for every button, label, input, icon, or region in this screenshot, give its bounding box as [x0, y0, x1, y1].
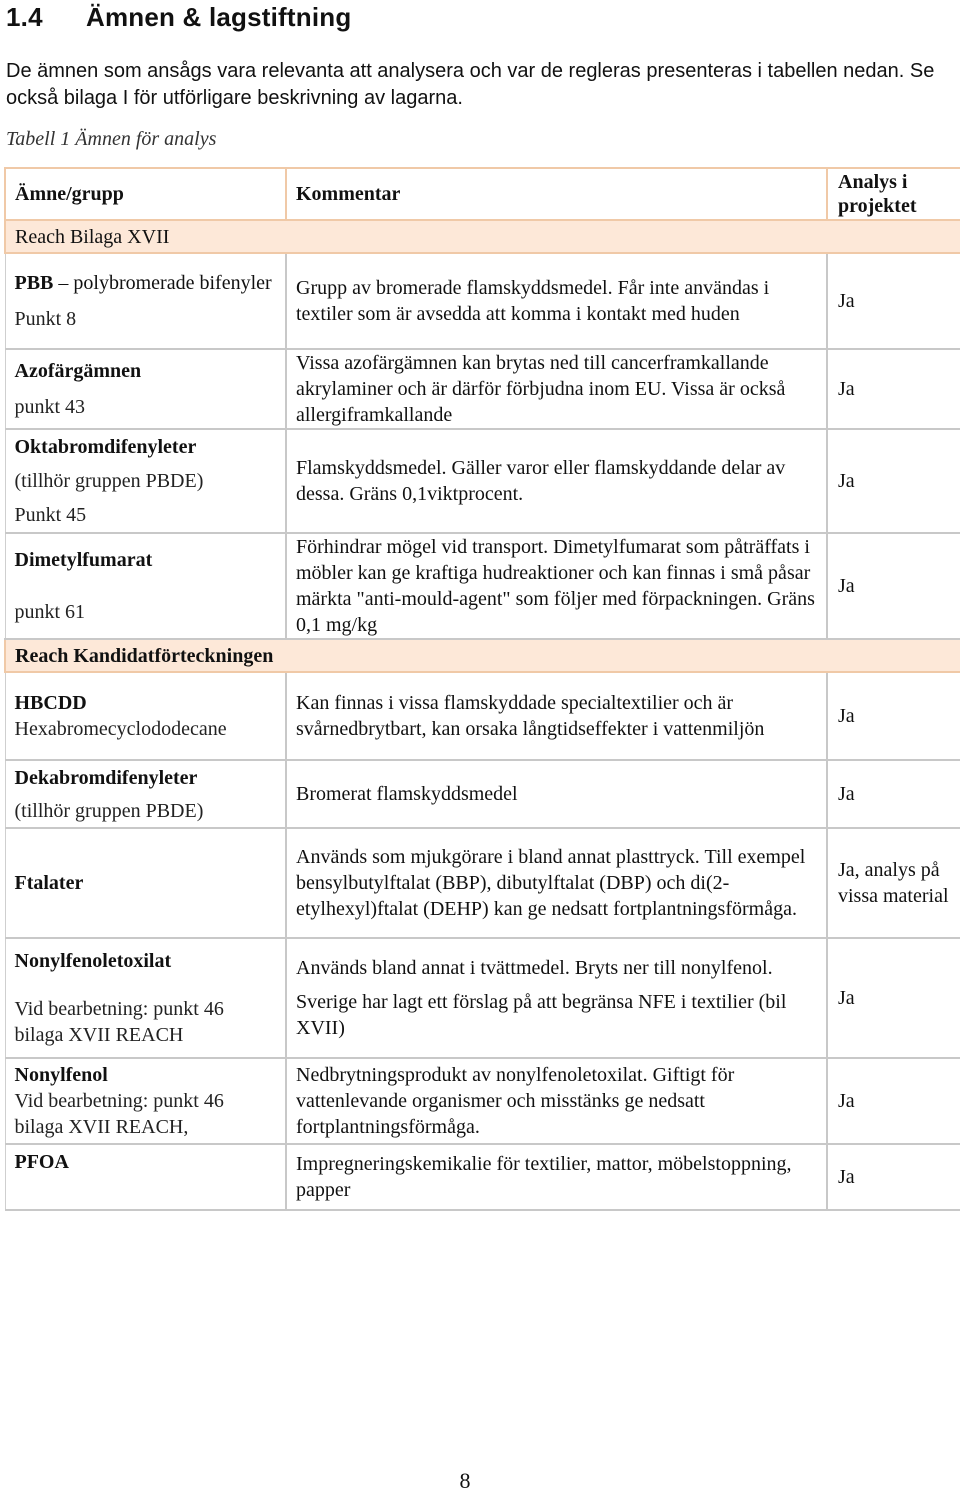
substance-cell	[5, 349, 286, 429]
substance-name: PFOA	[5, 1144, 286, 1210]
substance-group: (tillhör gruppen PBDE)	[14, 799, 204, 822]
analysis-cell: Ja	[827, 429, 960, 533]
intro-paragraph: De ämnen som ansågs vara relevanta att analysera och var de regleras presenteras i tabellen nedan. Se också bilaga I för utförligare beskrivning av lagarna.	[6, 60, 935, 109]
substance-reference: punkt 61	[14, 601, 86, 623]
substance-name: Dekabromdifenyleter	[14, 766, 198, 789]
table-row-ftalater	[5, 828, 960, 938]
section-row-kandidatforteckningen	[5, 639, 960, 672]
section-row-bilaga-xvii	[5, 220, 960, 253]
substance-name: Dimetylfumarat	[14, 549, 153, 571]
substance-reference: Punkt 8	[14, 308, 77, 330]
analysis-cell: Ja	[827, 938, 960, 1058]
table-row-pfoa	[5, 1144, 960, 1210]
analysis-cell: Ja	[827, 349, 960, 429]
comment-cell: Används som mjukgörare i bland annat plasttryck. Till exempel bensylbutylftalat (BBP), dibutylftalat (DBP) och di(2-etylhexyl)ftalat (DEHP) kan ge nedsatt fortplantningsförmåga.	[286, 828, 827, 938]
table-row-nonylfenol	[5, 1058, 960, 1144]
comment-cell	[286, 938, 827, 1058]
substance-cell	[5, 760, 286, 828]
analysis-cell: Ja	[827, 253, 960, 349]
analysis-cell: Ja	[827, 533, 960, 639]
substance-name: Ftalater	[5, 828, 286, 938]
substance-cell	[5, 429, 286, 533]
substance-group: (tillhör gruppen PBDE)	[14, 470, 204, 492]
section-title: Ämnen & lagstiftning	[86, 2, 352, 32]
analysis-cell: Ja	[827, 1144, 960, 1210]
comment-cell: Grupp av bromerade flamskyddsmedel. Får inte användas i textiler som är avsedda att komma i kontakt med huden	[286, 253, 827, 349]
comment-cell: Kan finnas i vissa flamskyddade specialtextilier och är svårnedbrytbart, kan orsaka långtidseffekter i vattenmiljön	[286, 672, 827, 760]
substance-cell	[5, 938, 286, 1058]
substance-cell	[5, 672, 286, 760]
page-number: 8	[459, 1468, 471, 1493]
header-analysis: Analys i projektet	[827, 168, 960, 220]
analysis-cell: Ja	[827, 1058, 960, 1144]
comment-cell: Impregneringskemikalie för textilier, mattor, möbelstoppning, papper	[286, 1144, 827, 1210]
table-row-nonylfenoletoxilat	[5, 938, 960, 1058]
substance-name: Nonylfenol	[14, 1064, 108, 1086]
header-comment: Kommentar	[286, 168, 827, 220]
table-row-pbb	[5, 253, 960, 349]
analysis-cell: Ja	[827, 760, 960, 828]
comment-text: Används bland annat i tvättmedel. Bryts ner till nonylfenol.	[296, 957, 773, 979]
substances-table	[4, 167, 955, 1211]
table-row-dimetylfumarat	[5, 533, 960, 639]
table-row-hbcdd	[5, 672, 960, 760]
header-substance: Ämne/grupp	[5, 168, 286, 220]
table-row-azo	[5, 349, 960, 429]
substance-name: HBCDD	[14, 692, 87, 714]
substance-reference: Vid bearbetning: punkt 46 bilaga XVII REACH,	[14, 1090, 224, 1138]
comment-cell: Bromerat flamskyddsmedel	[286, 760, 827, 828]
section-label: Reach Bilaga XVII	[5, 220, 960, 253]
comment-cell: Vissa azofärgämnen kan brytas ned till cancerframkallande akrylaminer och är därför förbjudna inom EU. Vissa är också allergiframkallande	[286, 349, 827, 429]
substance-reference: Punkt 45	[14, 504, 87, 526]
substance-name: Oktabromdifenyleter	[14, 436, 197, 458]
substance-cell	[5, 253, 286, 349]
analysis-cell: Ja, analys på vissa material	[827, 828, 960, 938]
substance-reference: Vid bearbetning: punkt 46 bilaga XVII REACH	[14, 998, 224, 1046]
analysis-cell: Ja	[827, 672, 960, 760]
substance-name: PBB – polybromerade bifenyler	[14, 272, 272, 294]
table-header-row	[5, 168, 960, 220]
section-heading	[6, 2, 351, 33]
comment-cell: Förhindrar mögel vid transport. Dimetylfumarat som påträffats i möbler kan ge kraftiga hudreaktioner och kan finnas i små påsar märkta "anti-mould-agent" som följer med förpackningen. Gräns 0,1 mg/kg	[286, 533, 827, 639]
comment-cell: Flamskyddsmedel. Gäller varor eller flamskyddande delar av dessa. Gräns 0,1viktprocent.	[286, 429, 827, 533]
substance-name: Azofärgämnen	[14, 360, 142, 382]
substance-reference: punkt 43	[14, 396, 86, 418]
comment-cell: Nedbrytningsprodukt av nonylfenoletoxilat. Giftigt för vattenlevande organismer och misstänks ge nedsatt fortplantningsförmåga.	[286, 1058, 827, 1144]
section-number: 1.4	[6, 2, 43, 32]
substance-cell	[5, 1058, 286, 1144]
section-label: Reach Kandidatförteckningen	[5, 639, 960, 672]
comment-text: Sverige har lagt ett förslag på att begränsa NFE i textilier (bil XVII)	[296, 991, 787, 1039]
substance-cell	[5, 533, 286, 639]
substance-name: Nonylfenoletoxilat	[14, 950, 172, 972]
substance-fullname: Hexabromecyclododecane	[14, 718, 227, 740]
table-caption: Tabell 1 Ämnen för analys	[6, 128, 217, 150]
table-row-dekabromdifenyleter	[5, 760, 960, 828]
table-row-oktabromdifenyleter	[5, 429, 960, 533]
